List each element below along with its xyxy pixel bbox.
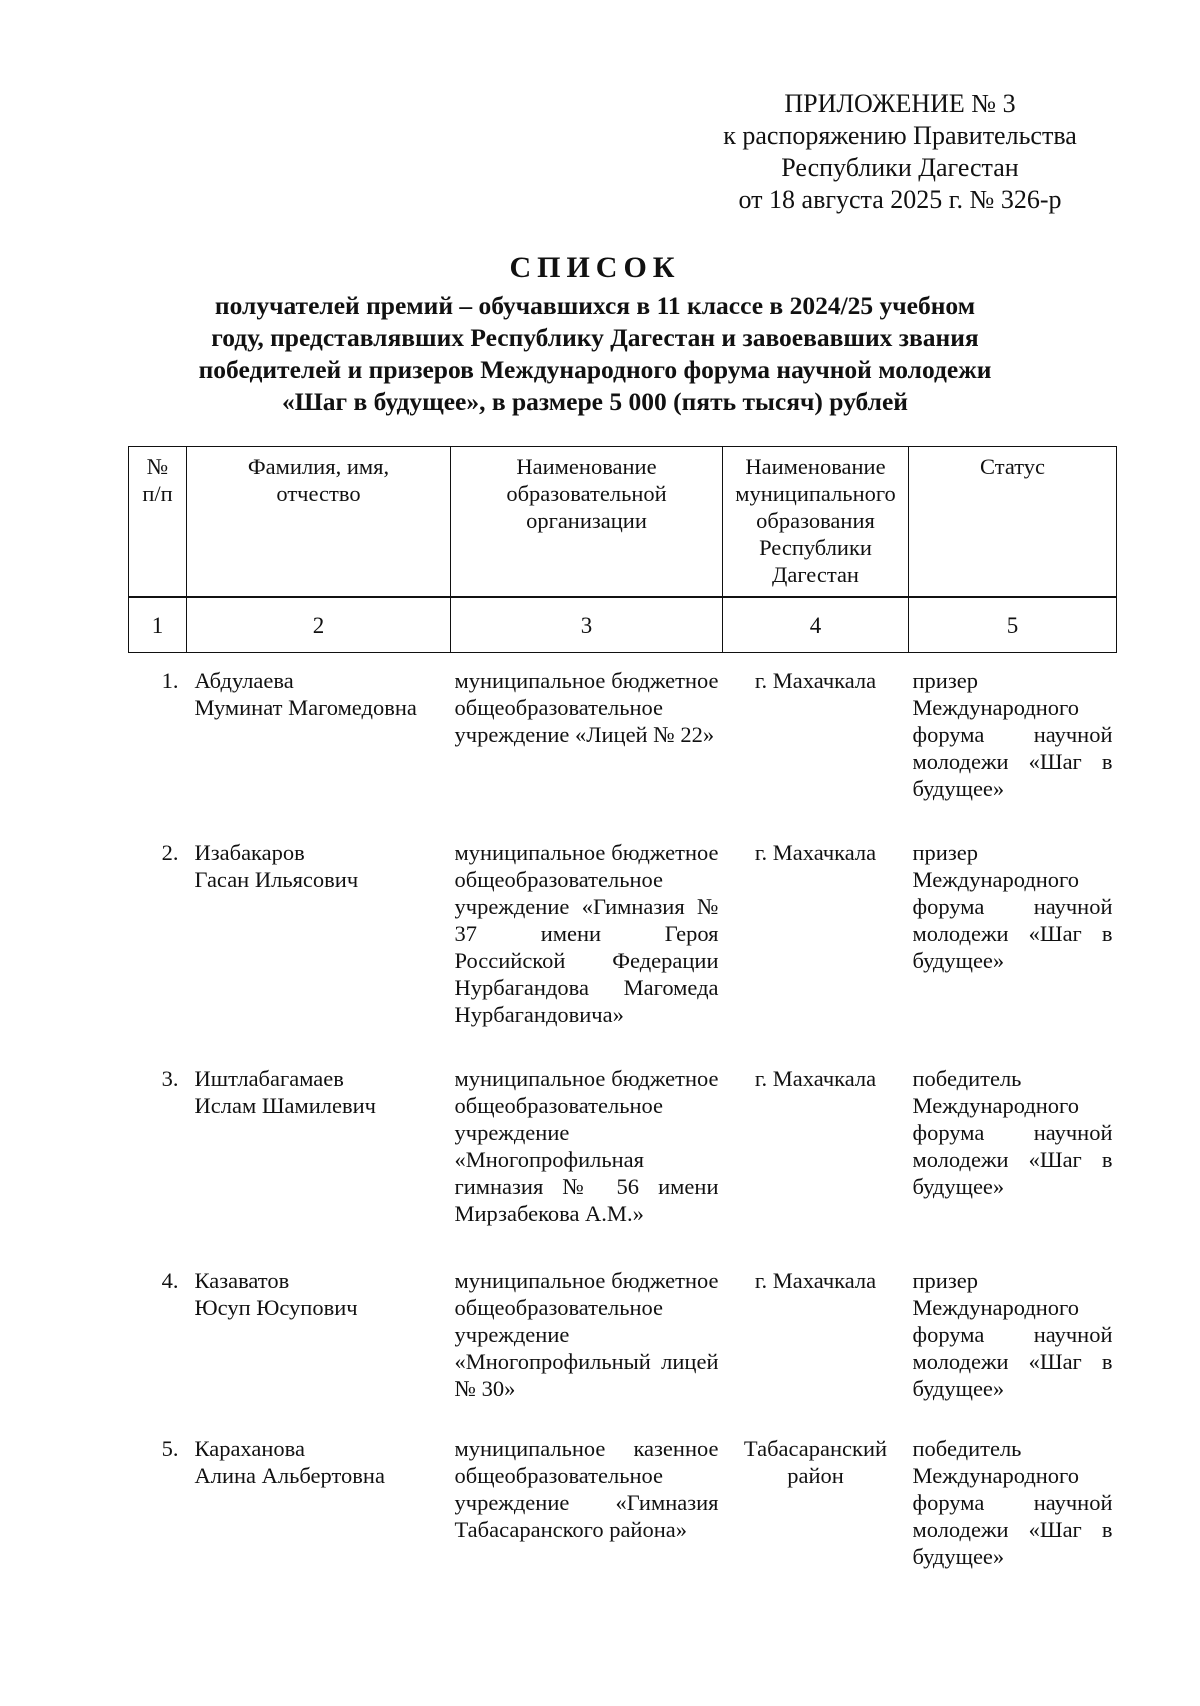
header-municipality-line: муниципального: [735, 481, 896, 506]
header-full-name-line: отчество: [276, 481, 361, 506]
table-header-row: [129, 447, 1117, 598]
header-full-name-line: Фамилия, имя,: [247, 454, 390, 479]
header-municipality-line: Дагестан: [772, 562, 859, 587]
row-index: 3.: [161, 1066, 179, 1091]
row-full-name: [187, 653, 451, 826]
header-number-line: п/п: [142, 481, 173, 506]
header-number: [129, 447, 187, 598]
header-status: [909, 447, 1117, 598]
row-index: 5.: [161, 1436, 179, 1461]
annex-date-number: от 18 августа 2025 г. № 326-р: [738, 185, 1062, 214]
title-line-3: победителей и призеров Международного форума научной молодежи: [198, 355, 992, 384]
title-line-4: «Шаг в будущее», в размере 5 000 (пять тысяч) рублей: [282, 387, 908, 416]
row-organization: муниципальное казенное общеобразовательное учреждение «Гимназия Табасаранского района»: [454, 1436, 719, 1542]
column-number: 1: [129, 597, 187, 653]
surname: Караханова: [194, 1436, 305, 1461]
title-line-2: году, представлявших Республику Дагестан и завоевавших звания: [211, 323, 979, 352]
given-names: Гасан Ильясович: [194, 867, 359, 892]
row-full-name: [187, 1421, 451, 1595]
table-row: [129, 653, 1117, 826]
header-status-line: Статус: [980, 454, 1045, 479]
given-names: Муминат Магомедовна: [194, 695, 417, 720]
row-full-name: [187, 825, 451, 1051]
title-main: СПИСОК: [509, 251, 681, 284]
document-title: [130, 250, 1060, 418]
row-status: призер Международного форума научной молодежи «Шаг в будущее»: [912, 840, 1113, 973]
header-organization-line: Наименование: [516, 454, 657, 479]
header-municipality-line: образования: [756, 508, 875, 533]
header-full-name: [187, 447, 451, 598]
row-full-name: [187, 1051, 451, 1253]
column-number: 3: [451, 597, 723, 653]
annex-number: ПРИЛОЖЕНИЕ № 3: [784, 89, 1016, 118]
header-number-line: №: [146, 454, 169, 479]
row-municipality: Табасаранский район: [743, 1436, 888, 1488]
row-municipality: г. Махачкала: [754, 1268, 877, 1293]
row-status: победитель Международного форума научной молодежи «Шаг в будущее»: [912, 1436, 1113, 1569]
row-municipality: г. Махачкала: [754, 1066, 877, 1091]
recipients-table: [128, 446, 1117, 1595]
annex-header: [690, 88, 1110, 216]
surname: Казаватов: [194, 1268, 290, 1293]
surname: Абдулаева: [194, 668, 294, 693]
row-index: 1.: [161, 668, 179, 693]
header-organization-line: образовательной: [506, 481, 667, 506]
given-names: Алина Альбертовна: [194, 1463, 385, 1488]
row-municipality: г. Махачкала: [754, 668, 877, 693]
row-organization: муниципальное бюджетное общеобразовательное учреждение «Многопрофильный лицей № 30»: [454, 1268, 719, 1401]
table-row: [129, 825, 1117, 1051]
header-municipality: [723, 447, 909, 598]
header-municipality-line: Наименование: [745, 454, 886, 479]
title-line-1: получателей премий – обучавшихся в 11 классе в 2024/25 учебном: [214, 291, 976, 320]
surname: Изабакаров: [194, 840, 305, 865]
header-municipality-line: Республики: [759, 535, 872, 560]
row-organization: муниципальное бюджетное общеобразовательное учреждение «Лицей № 22»: [454, 668, 719, 747]
row-municipality: г. Махачкала: [754, 840, 877, 865]
surname: Иштлабагамаев: [194, 1066, 344, 1091]
row-full-name: [187, 1253, 451, 1421]
annex-republic: Республики Дагестан: [781, 153, 1019, 182]
given-names: Ислам Шамилевич: [194, 1093, 376, 1118]
table-row: [129, 1421, 1117, 1595]
row-organization: муниципальное бюджетное общеобразовательное учреждение «Гимназия № 37 имени Героя Российской Федерации Нурбагандова Магомеда Нурбагандовича»: [454, 840, 719, 1027]
row-status: призер Международного форума научной молодежи «Шаг в будущее»: [912, 668, 1113, 801]
row-status: победитель Международного форума научной молодежи «Шаг в будущее»: [912, 1066, 1113, 1199]
column-number: 2: [187, 597, 451, 653]
header-organization-line: организации: [526, 508, 647, 533]
row-organization: муниципальное бюджетное общеобразовательное учреждение «Многопрофильная гимназия № 56 имени Мирзабекова А.М.»: [454, 1066, 719, 1226]
given-names: Юсуп Юсупович: [194, 1295, 358, 1320]
column-numbers-row: [129, 597, 1117, 653]
annex-to-order: к распоряжению Правительства: [723, 121, 1077, 150]
row-index: 2.: [161, 840, 179, 865]
row-status: призер Международного форума научной молодежи «Шаг в будущее»: [912, 1268, 1113, 1401]
header-organization: [451, 447, 723, 598]
column-number: 5: [909, 597, 1117, 653]
table-row: [129, 1051, 1117, 1253]
column-number: 4: [723, 597, 909, 653]
title-subtitle: [130, 290, 1060, 418]
row-index: 4.: [161, 1268, 179, 1293]
table-row: [129, 1253, 1117, 1421]
